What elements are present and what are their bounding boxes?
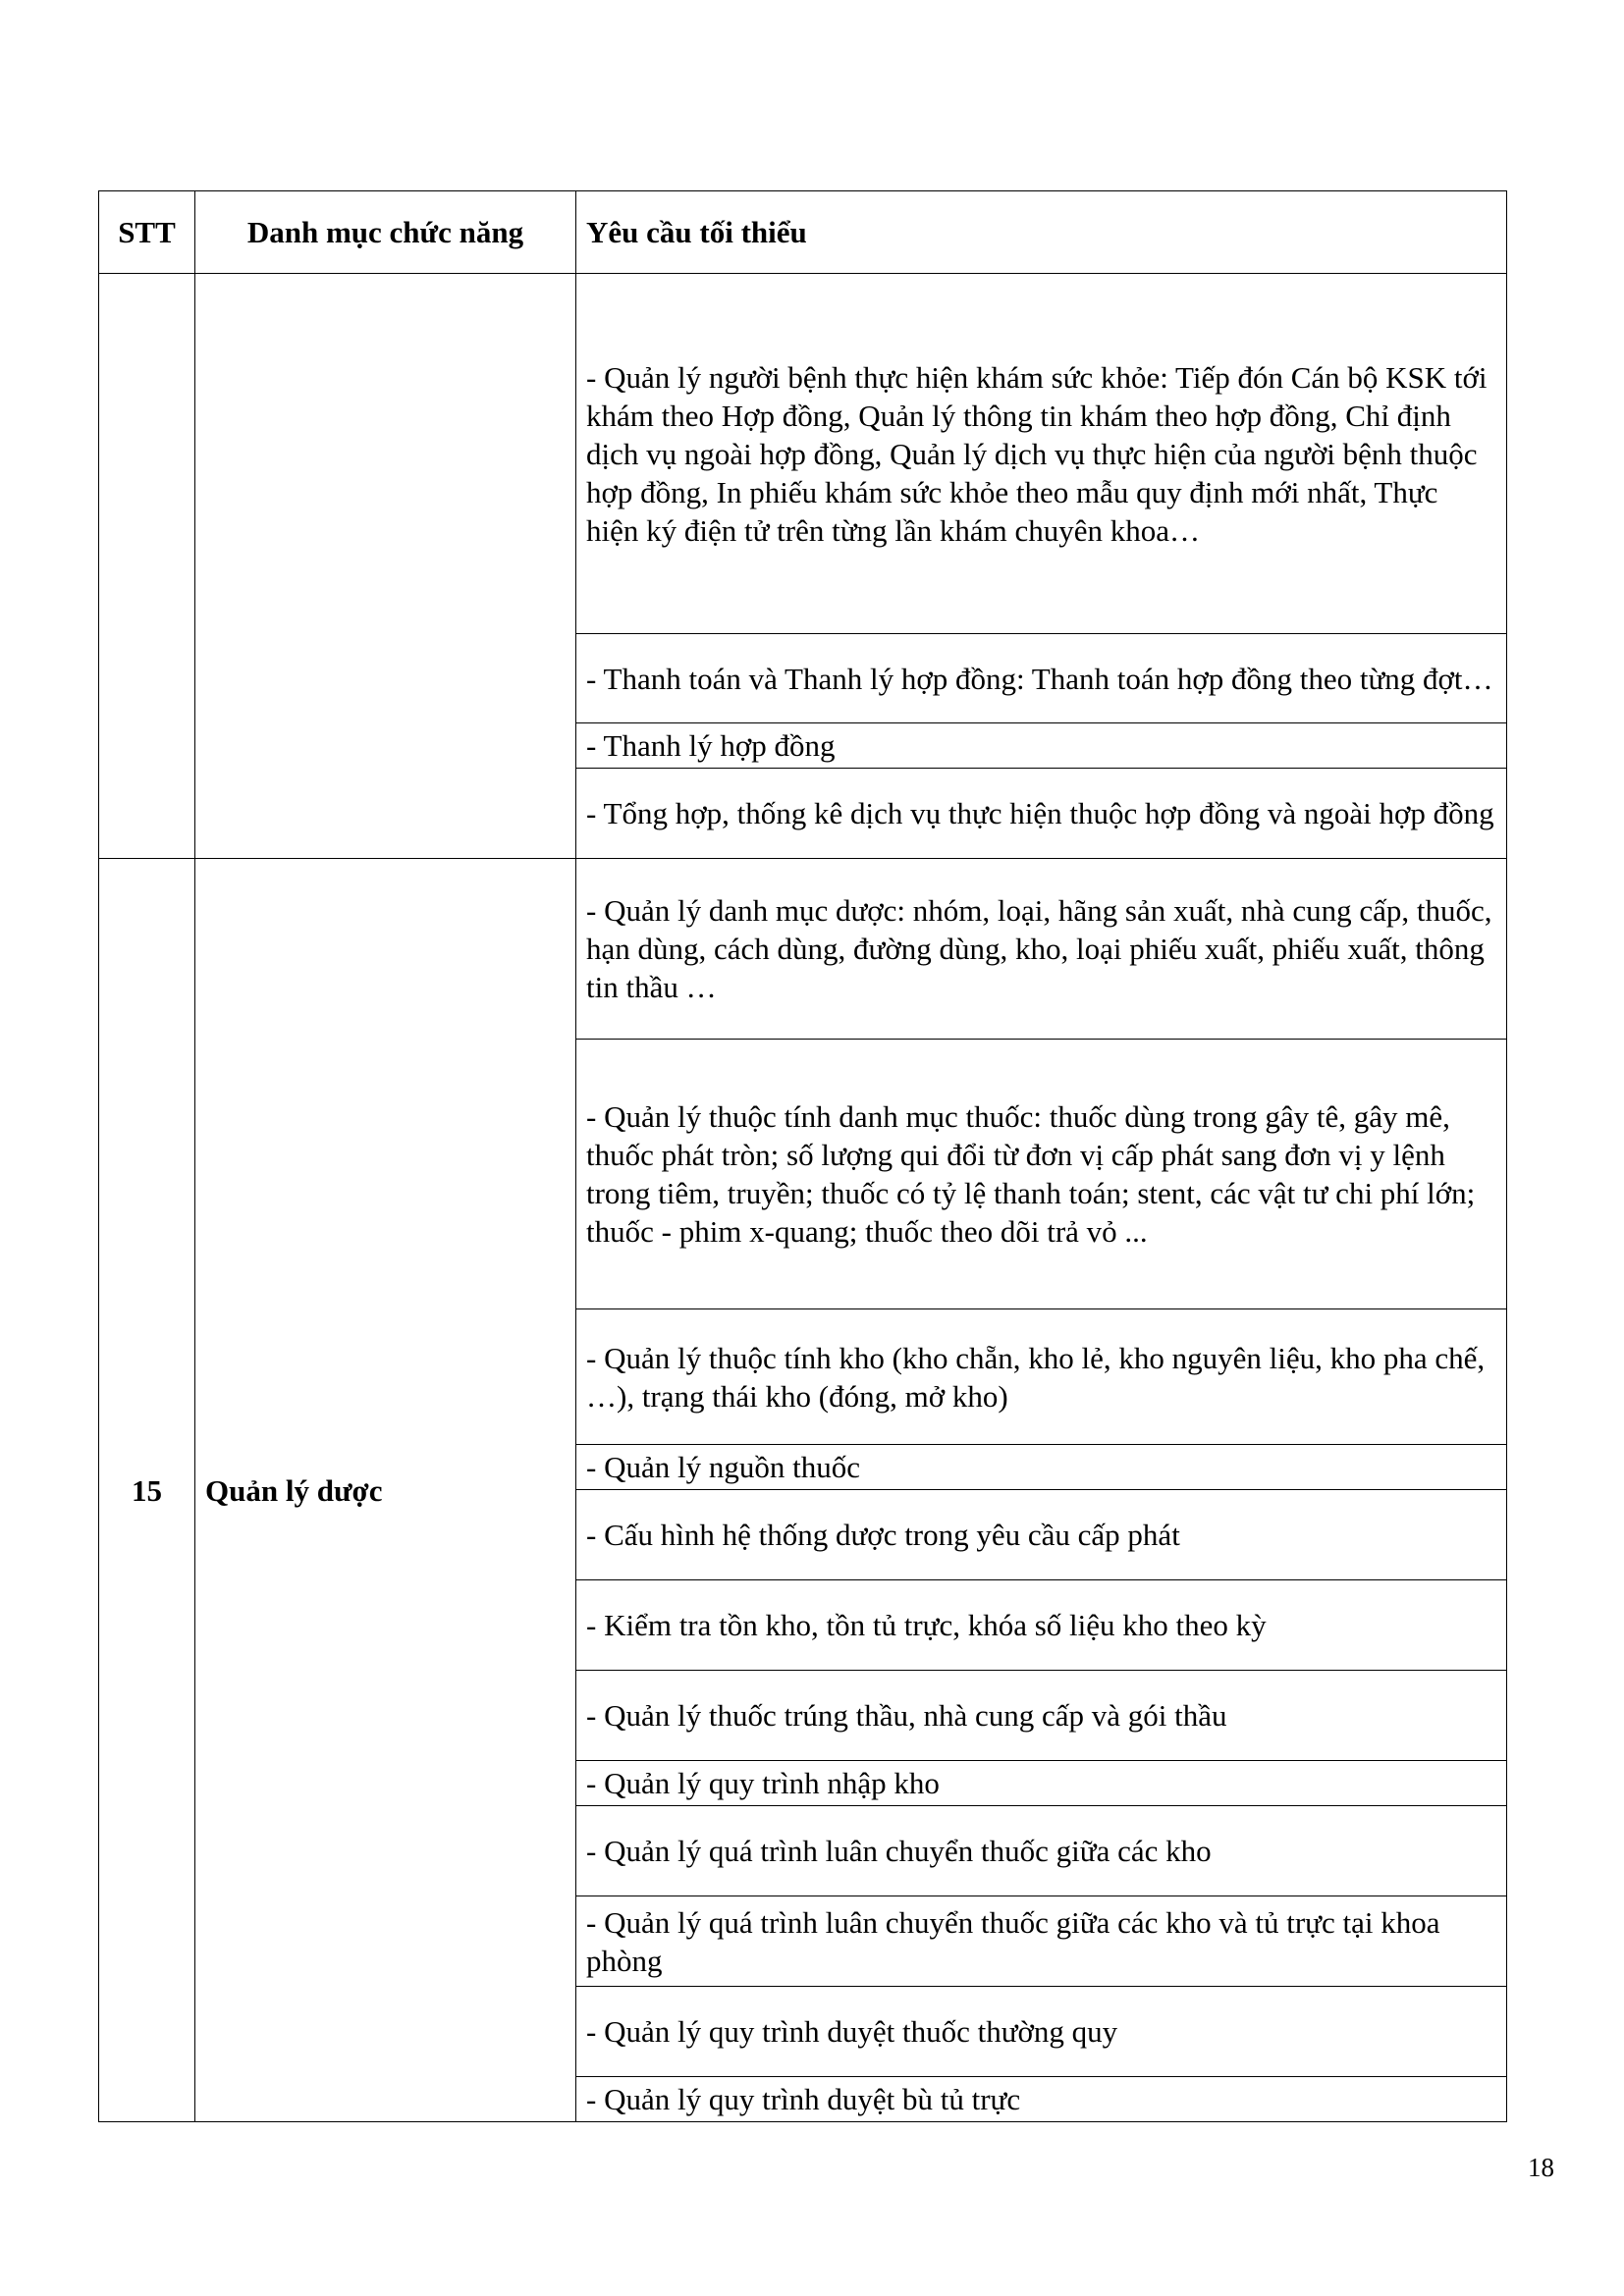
table-row [99, 859, 1507, 1040]
requirement-cell: - Quản lý quy trình duyệt bù tủ trực [576, 2077, 1507, 2122]
requirement-cell: - Quản lý quá trình luân chuyển thuốc giữa các kho [576, 1806, 1507, 1896]
table-row [99, 274, 1507, 634]
requirement-cell: - Quản lý người bệnh thực hiện khám sức khỏe: Tiếp đón Cán bộ KSK tới khám theo Hợp đồng, Quản lý thông tin khám theo hợp đồng, Chỉ định dịch vụ ngoài hợp đồng, Quản lý dịch vụ thực hiện của người bệnh thuộc hợp đồng, In phiếu khám sức khỏe theo mẫu quy định mới nhất, Thực hiện ký điện tử trên từng lần khám chuyên khoa… [576, 274, 1507, 634]
stt-cell-empty [99, 274, 195, 859]
requirement-cell: - Quản lý thuốc trúng thầu, nhà cung cấp và gói thầu [576, 1671, 1507, 1761]
stt-cell: 15 [99, 859, 195, 2122]
requirement-cell: - Quản lý quy trình duyệt thuốc thường quy [576, 1987, 1507, 2077]
header-minimum-requirement: Yêu cầu tối thiểu [576, 191, 1507, 274]
header-row [99, 191, 1507, 274]
function-name-cell: Quản lý dược [195, 859, 576, 2122]
requirement-cell: - Quản lý nguồn thuốc [576, 1445, 1507, 1490]
requirement-cell: - Quản lý danh mục dược: nhóm, loại, hãng sản xuất, nhà cung cấp, thuốc, hạn dùng, cách dùng, đường dùng, kho, loại phiếu xuất, phiếu xuất, thông tin thầu … [576, 859, 1507, 1040]
requirement-cell: - Quản lý quy trình nhập kho [576, 1761, 1507, 1806]
requirements-table [98, 190, 1507, 2122]
requirement-cell: - Quản lý thuộc tính kho (kho chẵn, kho lẻ, kho nguyên liệu, kho pha chế, …), trạng thái kho (đóng, mở kho) [576, 1309, 1507, 1445]
function-cell-empty [195, 274, 576, 859]
requirement-cell: - Quản lý thuộc tính danh mục thuốc: thuốc dùng trong gây tê, gây mê, thuốc phát tròn; số lượng qui đổi từ đơn vị cấp phát sang đơn vị y lệnh trong tiêm, truyền; thuốc có tỷ lệ thanh toán; stent, các vật tư chi phí lớn; thuốc - phim x-quang; thuốc theo dõi trả vỏ ... [576, 1040, 1507, 1309]
page-number: 18 [1528, 2153, 1554, 2182]
requirement-cell: - Thanh toán và Thanh lý hợp đồng: Thanh toán hợp đồng theo từng đợt… [576, 634, 1507, 723]
requirement-cell: - Thanh lý hợp đồng [576, 723, 1507, 769]
header-stt: STT [99, 191, 195, 274]
requirement-cell: - Cấu hình hệ thống dược trong yêu cầu cấp phát [576, 1490, 1507, 1580]
requirement-cell: - Tổng hợp, thống kê dịch vụ thực hiện thuộc hợp đồng và ngoài hợp đồng [576, 769, 1507, 859]
header-function-category: Danh mục chức năng [195, 191, 576, 274]
requirement-cell: - Quản lý quá trình luân chuyển thuốc giữa các kho và tủ trực tại khoa phòng [576, 1896, 1507, 1987]
requirement-cell: - Kiểm tra tồn kho, tồn tủ trực, khóa số liệu kho theo kỳ [576, 1580, 1507, 1671]
